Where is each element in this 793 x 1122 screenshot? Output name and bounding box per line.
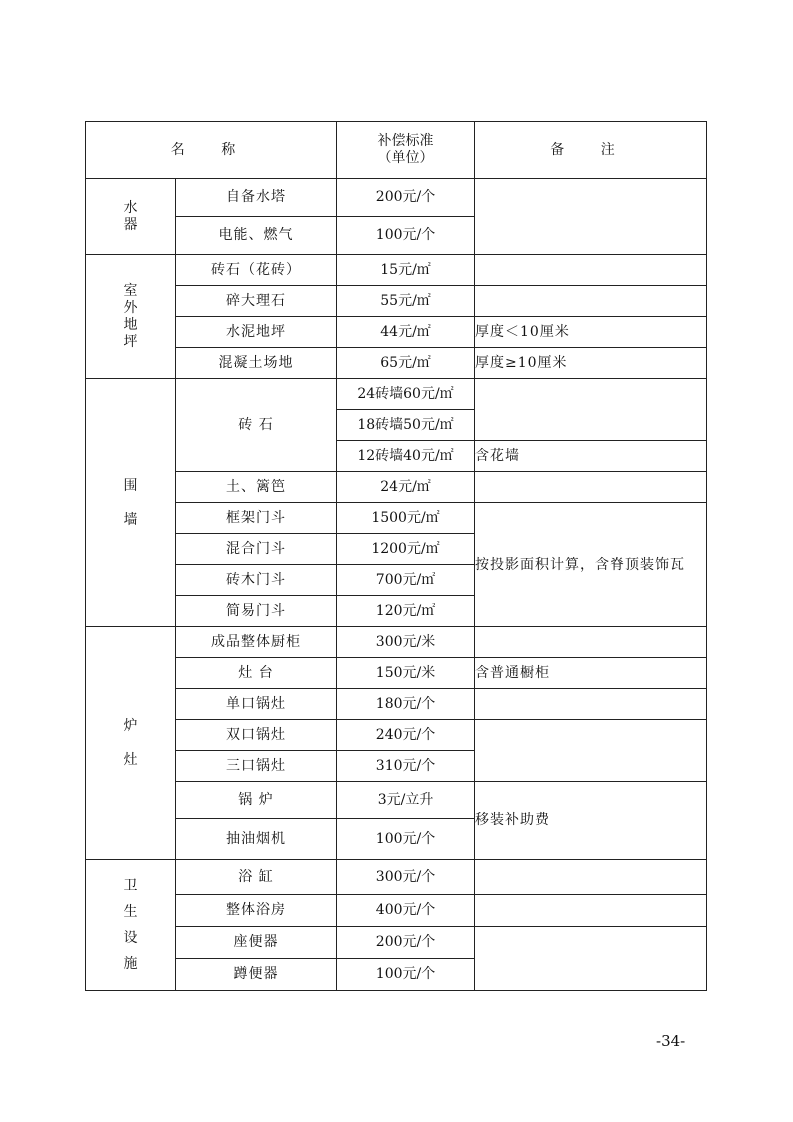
category-stove: 炉灶 [86,627,176,860]
item-name: 整体浴房 [176,895,337,927]
header-standard: 补偿标准 （单位） [337,122,475,179]
item-note [475,255,707,286]
item-name: 双口锅灶 [176,720,337,751]
item-note [475,627,707,658]
header-note: 备 注 [475,122,707,179]
category-water: 水器 [86,179,176,255]
item-note [475,472,707,503]
table-row [86,895,707,927]
compensation-table [85,121,707,991]
item-note: 含花墙 [475,441,707,472]
item-standard: 200元/个 [337,179,475,217]
item-note [475,895,707,927]
item-standard: 300元/米 [337,627,475,658]
table-row [86,689,707,720]
item-name: 锅 炉 [176,782,337,819]
item-standard: 150元/米 [337,658,475,689]
table-row [86,927,707,959]
item-standard: 44元/㎡ [337,317,475,348]
table-row [86,627,707,658]
item-note: 按投影面积计算，含脊顶装饰瓦 [475,503,707,627]
item-standard: 24砖墙60元/㎡ [337,379,475,410]
item-standard: 200元/个 [337,927,475,959]
item-note [475,720,707,782]
item-name: 混合门斗 [176,534,337,565]
item-name: 浴 缸 [176,860,337,895]
item-note [475,689,707,720]
item-standard: 180元/个 [337,689,475,720]
table-row [86,658,707,689]
table-row [86,379,707,410]
item-note: 移装补助费 [475,782,707,860]
item-standard: 300元/个 [337,860,475,895]
item-note [475,179,707,255]
item-standard: 400元/个 [337,895,475,927]
item-name: 碎大理石 [176,286,337,317]
item-name: 成品整体厨柜 [176,627,337,658]
table-row [86,348,707,379]
item-note [475,379,707,441]
item-standard: 12砖墙40元/㎡ [337,441,475,472]
item-name: 简易门斗 [176,596,337,627]
item-name: 座便器 [176,927,337,959]
item-standard: 100元/个 [337,959,475,991]
item-name: 抽油烟机 [176,819,337,860]
item-note: 厚度＜10厘米 [475,317,707,348]
header-name: 名 称 [86,122,337,179]
item-note [475,860,707,895]
table-row [86,317,707,348]
category-sanitary: 卫生设施 [86,860,176,991]
table-row [86,255,707,286]
item-name: 灶 台 [176,658,337,689]
category-wall: 围墙 [86,379,176,627]
item-name: 蹲便器 [176,959,337,991]
page-number: -34- [656,1032,686,1050]
item-name: 框架门斗 [176,503,337,534]
item-note [475,927,707,991]
item-standard: 700元/㎡ [337,565,475,596]
item-standard: 15元/㎡ [337,255,475,286]
item-standard: 240元/个 [337,720,475,751]
item-name: 砖木门斗 [176,565,337,596]
item-standard: 1200元/㎡ [337,534,475,565]
item-name: 电能、燃气 [176,217,337,255]
item-standard: 100元/个 [337,819,475,860]
item-standard: 65元/㎡ [337,348,475,379]
category-ground: 室外地坪 [86,255,176,379]
table-row [86,782,707,819]
item-note: 厚度≥10厘米 [475,348,707,379]
item-name: 单口锅灶 [176,689,337,720]
item-standard: 18砖墙50元/㎡ [337,410,475,441]
item-standard: 3元/立升 [337,782,475,819]
item-name: 自备水塔 [176,179,337,217]
item-note [475,286,707,317]
table-row [86,286,707,317]
table-row [86,503,707,534]
item-name: 水泥地坪 [176,317,337,348]
item-name: 砖 石 [176,379,337,472]
table-row [86,860,707,895]
item-name: 混凝土场地 [176,348,337,379]
table-row [86,720,707,751]
item-standard: 120元/㎡ [337,596,475,627]
item-standard: 310元/个 [337,751,475,782]
item-name: 砖石（花砖） [176,255,337,286]
table-row [86,472,707,503]
item-name: 三口锅灶 [176,751,337,782]
item-name: 土、篱笆 [176,472,337,503]
item-standard: 55元/㎡ [337,286,475,317]
item-note: 含普通橱柜 [475,658,707,689]
item-standard: 24元/㎡ [337,472,475,503]
table-row [86,179,707,217]
table-header-row [86,122,707,179]
item-standard: 100元/个 [337,217,475,255]
item-standard: 1500元/㎡ [337,503,475,534]
